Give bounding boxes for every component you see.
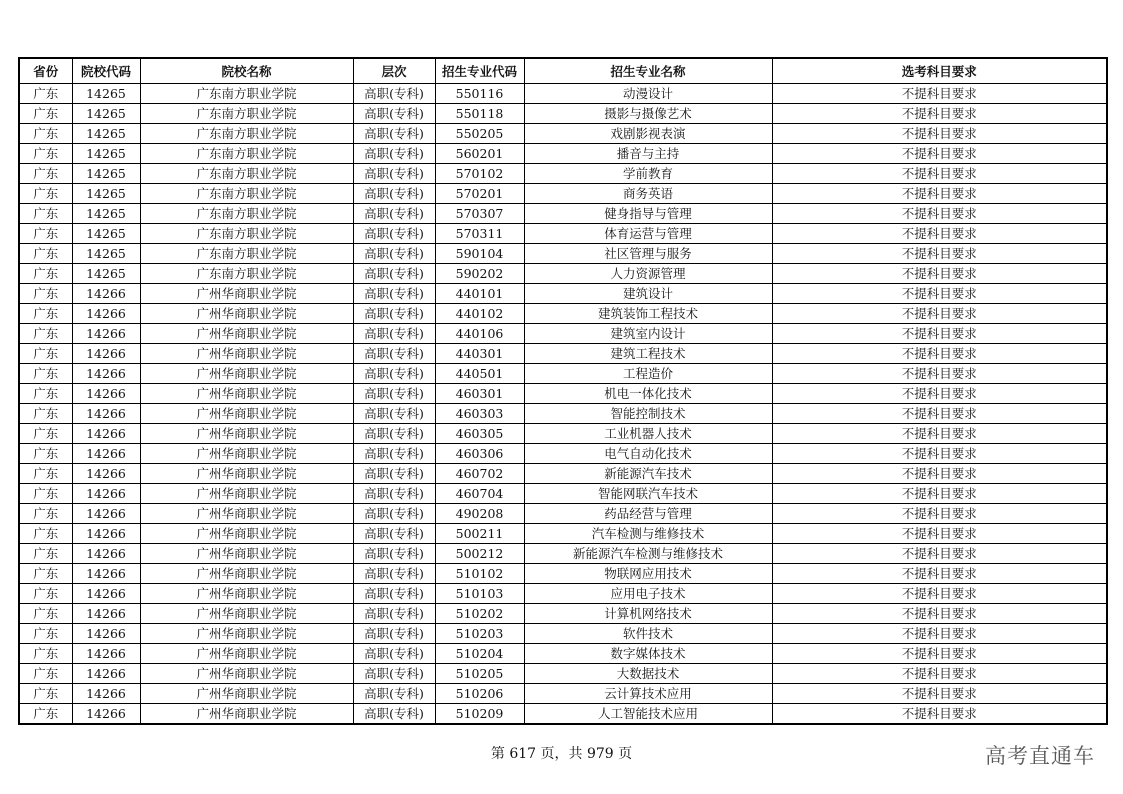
cell-major-name: 商务英语 [524,184,772,204]
table-row [19,524,1107,544]
cell-school-name: 广州华商职业学院 [140,544,353,564]
cell-subject-requirement: 不提科目要求 [772,344,1107,364]
cell-school-name: 广州华商职业学院 [140,484,353,504]
cell-school-code: 14266 [72,484,140,504]
table-row [19,444,1107,464]
table-row [19,624,1107,644]
cell-major-name: 工业机器人技术 [524,424,772,444]
cell-level: 高职(专科) [353,704,435,725]
cell-subject-requirement: 不提科目要求 [772,584,1107,604]
cell-school-name: 广州华商职业学院 [140,504,353,524]
cell-school-name: 广州华商职业学院 [140,424,353,444]
cell-subject-requirement: 不提科目要求 [772,504,1107,524]
cell-major-name: 应用电子技术 [524,584,772,604]
cell-major-name: 社区管理与服务 [524,244,772,264]
cell-school-name: 广东南方职业学院 [140,104,353,124]
cell-subject-requirement: 不提科目要求 [772,524,1107,544]
table-row [19,544,1107,564]
table-row [19,104,1107,124]
cell-major-code: 570311 [435,224,524,244]
cell-province: 广东 [19,104,72,124]
cell-level: 高职(专科) [353,384,435,404]
header-level: 层次 [353,58,435,84]
cell-school-name: 广东南方职业学院 [140,144,353,164]
cell-level: 高职(专科) [353,84,435,104]
cell-major-name: 戏剧影视表演 [524,124,772,144]
cell-province: 广东 [19,424,72,444]
cell-school-code: 14265 [72,184,140,204]
cell-subject-requirement: 不提科目要求 [772,144,1107,164]
cell-major-name: 大数据技术 [524,664,772,684]
cell-major-code: 570307 [435,204,524,224]
cell-school-name: 广州华商职业学院 [140,524,353,544]
cell-subject-requirement: 不提科目要求 [772,264,1107,284]
cell-major-code: 500211 [435,524,524,544]
table-row [19,664,1107,684]
table-row [19,224,1107,244]
cell-major-code: 490208 [435,504,524,524]
cell-subject-requirement: 不提科目要求 [772,384,1107,404]
cell-level: 高职(专科) [353,144,435,164]
table-row [19,244,1107,264]
table-row [19,404,1107,424]
cell-school-code: 14266 [72,284,140,304]
cell-major-name: 人力资源管理 [524,264,772,284]
cell-subject-requirement: 不提科目要求 [772,624,1107,644]
header-subject-requirement: 选考科目要求 [772,58,1107,84]
cell-major-name: 智能网联汽车技术 [524,484,772,504]
cell-subject-requirement: 不提科目要求 [772,464,1107,484]
cell-province: 广东 [19,384,72,404]
cell-subject-requirement: 不提科目要求 [772,124,1107,144]
cell-school-name: 广州华商职业学院 [140,404,353,424]
cell-level: 高职(专科) [353,284,435,304]
cell-major-code: 510209 [435,704,524,725]
cell-major-code: 510203 [435,624,524,644]
cell-major-name: 体育运营与管理 [524,224,772,244]
cell-province: 广东 [19,664,72,684]
cell-subject-requirement: 不提科目要求 [772,304,1107,324]
cell-school-code: 14265 [72,124,140,144]
table-row [19,564,1107,584]
cell-province: 广东 [19,284,72,304]
header-province: 省份 [19,58,72,84]
cell-major-name: 健身指导与管理 [524,204,772,224]
cell-level: 高职(专科) [353,244,435,264]
cell-level: 高职(专科) [353,344,435,364]
cell-school-code: 14266 [72,684,140,704]
cell-level: 高职(专科) [353,624,435,644]
cell-level: 高职(专科) [353,484,435,504]
cell-major-code: 510206 [435,684,524,704]
cell-school-name: 广州华商职业学院 [140,644,353,664]
cell-school-code: 14265 [72,84,140,104]
cell-province: 广东 [19,364,72,384]
table-row [19,204,1107,224]
cell-major-code: 570102 [435,164,524,184]
cell-major-name: 智能控制技术 [524,404,772,424]
cell-school-name: 广州华商职业学院 [140,624,353,644]
header-major-code: 招生专业代码 [435,58,524,84]
header-major-name: 招生专业名称 [524,58,772,84]
cell-province: 广东 [19,564,72,584]
page-number-footer: 第 617 页，共 979 页 [490,746,633,762]
cell-major-code: 560201 [435,144,524,164]
cell-subject-requirement: 不提科目要求 [772,84,1107,104]
table-row [19,584,1107,604]
cell-major-name: 建筑室内设计 [524,324,772,344]
cell-province: 广东 [19,404,72,424]
cell-major-name: 建筑工程技术 [524,344,772,364]
cell-level: 高职(专科) [353,124,435,144]
table-row [19,684,1107,704]
cell-major-code: 460301 [435,384,524,404]
cell-school-name: 广州华商职业学院 [140,384,353,404]
cell-major-name: 计算机网络技术 [524,604,772,624]
watermark-logo: 高考直通车 [985,744,1095,768]
cell-major-name: 电气自动化技术 [524,444,772,464]
cell-level: 高职(专科) [353,544,435,564]
cell-school-name: 广州华商职业学院 [140,364,353,384]
cell-subject-requirement: 不提科目要求 [772,364,1107,384]
cell-school-code: 14266 [72,544,140,564]
cell-school-code: 14266 [72,504,140,524]
cell-level: 高职(专科) [353,444,435,464]
cell-subject-requirement: 不提科目要求 [772,604,1107,624]
cell-school-code: 14266 [72,324,140,344]
cell-major-code: 550118 [435,104,524,124]
cell-province: 广东 [19,164,72,184]
cell-province: 广东 [19,264,72,284]
cell-province: 广东 [19,604,72,624]
cell-school-code: 14266 [72,404,140,424]
cell-school-code: 14266 [72,444,140,464]
cell-province: 广东 [19,484,72,504]
cell-subject-requirement: 不提科目要求 [772,444,1107,464]
cell-school-code: 14266 [72,384,140,404]
cell-school-name: 广东南方职业学院 [140,204,353,224]
cell-level: 高职(专科) [353,104,435,124]
cell-subject-requirement: 不提科目要求 [772,184,1107,204]
cell-school-code: 14266 [72,344,140,364]
cell-level: 高职(专科) [353,464,435,484]
table-row [19,284,1107,304]
cell-province: 广东 [19,544,72,564]
cell-level: 高职(专科) [353,504,435,524]
cell-province: 广东 [19,704,72,725]
cell-school-code: 14265 [72,224,140,244]
table-row [19,264,1107,284]
table-row [19,324,1107,344]
cell-school-name: 广东南方职业学院 [140,184,353,204]
cell-school-code: 14266 [72,584,140,604]
cell-school-name: 广东南方职业学院 [140,224,353,244]
cell-school-code: 14265 [72,144,140,164]
cell-major-name: 软件技术 [524,624,772,644]
cell-subject-requirement: 不提科目要求 [772,164,1107,184]
cell-major-code: 510103 [435,584,524,604]
cell-school-code: 14265 [72,244,140,264]
cell-major-code: 460704 [435,484,524,504]
cell-major-code: 510202 [435,604,524,624]
cell-level: 高职(专科) [353,684,435,704]
table-body [19,84,1107,725]
cell-major-name: 云计算技术应用 [524,684,772,704]
cell-school-name: 广州华商职业学院 [140,704,353,725]
cell-major-name: 学前教育 [524,164,772,184]
cell-province: 广东 [19,444,72,464]
cell-school-code: 14266 [72,304,140,324]
cell-major-code: 590104 [435,244,524,264]
cell-province: 广东 [19,624,72,644]
cell-level: 高职(专科) [353,584,435,604]
cell-major-name: 数字媒体技术 [524,644,772,664]
cell-level: 高职(专科) [353,564,435,584]
cell-school-name: 广东南方职业学院 [140,124,353,144]
cell-province: 广东 [19,304,72,324]
cell-level: 高职(专科) [353,524,435,544]
cell-province: 广东 [19,204,72,224]
table-row [19,504,1107,524]
cell-school-code: 14266 [72,564,140,584]
cell-school-code: 14266 [72,644,140,664]
table-row [19,304,1107,324]
cell-subject-requirement: 不提科目要求 [772,104,1107,124]
table-row [19,164,1107,184]
table-row [19,384,1107,404]
cell-level: 高职(专科) [353,644,435,664]
cell-subject-requirement: 不提科目要求 [772,204,1107,224]
cell-school-code: 14266 [72,364,140,384]
cell-school-code: 14266 [72,424,140,444]
cell-major-code: 440106 [435,324,524,344]
cell-level: 高职(专科) [353,264,435,284]
cell-major-name: 新能源汽车技术 [524,464,772,484]
cell-province: 广东 [19,504,72,524]
cell-school-code: 14266 [72,604,140,624]
cell-subject-requirement: 不提科目要求 [772,404,1107,424]
cell-subject-requirement: 不提科目要求 [772,704,1107,725]
cell-province: 广东 [19,184,72,204]
header-school-code: 院校代码 [72,58,140,84]
cell-level: 高职(专科) [353,404,435,424]
cell-level: 高职(专科) [353,604,435,624]
cell-province: 广东 [19,124,72,144]
cell-school-name: 广东南方职业学院 [140,264,353,284]
cell-major-code: 440501 [435,364,524,384]
cell-school-name: 广东南方职业学院 [140,84,353,104]
cell-major-name: 播音与主持 [524,144,772,164]
cell-school-code: 14266 [72,524,140,544]
cell-province: 广东 [19,244,72,264]
table-row [19,484,1107,504]
cell-province: 广东 [19,224,72,244]
cell-school-name: 广州华商职业学院 [140,564,353,584]
table-row [19,364,1107,384]
cell-level: 高职(专科) [353,304,435,324]
table-row [19,144,1107,164]
cell-province: 广东 [19,344,72,364]
cell-subject-requirement: 不提科目要求 [772,544,1107,564]
cell-major-code: 510204 [435,644,524,664]
cell-subject-requirement: 不提科目要求 [772,324,1107,344]
cell-province: 广东 [19,524,72,544]
cell-major-code: 590202 [435,264,524,284]
cell-major-name: 物联网应用技术 [524,564,772,584]
cell-school-name: 广州华商职业学院 [140,604,353,624]
cell-province: 广东 [19,684,72,704]
cell-school-code: 14265 [72,204,140,224]
cell-school-name: 广州华商职业学院 [140,304,353,324]
cell-school-name: 广州华商职业学院 [140,324,353,344]
cell-school-code: 14265 [72,164,140,184]
cell-school-name: 广州华商职业学院 [140,284,353,304]
cell-province: 广东 [19,144,72,164]
cell-subject-requirement: 不提科目要求 [772,564,1107,584]
cell-major-name: 动漫设计 [524,84,772,104]
admissions-table-container [18,57,1106,725]
header-school-name: 院校名称 [140,58,353,84]
cell-province: 广东 [19,584,72,604]
table-row [19,344,1107,364]
cell-province: 广东 [19,324,72,344]
cell-level: 高职(专科) [353,164,435,184]
cell-major-code: 550116 [435,84,524,104]
cell-school-code: 14265 [72,264,140,284]
cell-school-name: 广州华商职业学院 [140,584,353,604]
cell-level: 高职(专科) [353,424,435,444]
cell-major-name: 汽车检测与维修技术 [524,524,772,544]
cell-major-name: 新能源汽车检测与维修技术 [524,544,772,564]
cell-major-code: 460306 [435,444,524,464]
cell-major-code: 460702 [435,464,524,484]
cell-level: 高职(专科) [353,664,435,684]
cell-subject-requirement: 不提科目要求 [772,484,1107,504]
table-row [19,84,1107,104]
table-row [19,704,1107,725]
cell-province: 广东 [19,464,72,484]
cell-major-code: 500212 [435,544,524,564]
admissions-table [18,57,1108,725]
cell-school-code: 14266 [72,624,140,644]
table-row [19,184,1107,204]
cell-school-code: 14266 [72,664,140,684]
table-row [19,424,1107,444]
table-row [19,644,1107,664]
cell-major-name: 摄影与摄像艺术 [524,104,772,124]
cell-major-code: 460305 [435,424,524,444]
cell-major-name: 药品经营与管理 [524,504,772,524]
cell-major-name: 建筑设计 [524,284,772,304]
cell-major-code: 510205 [435,664,524,684]
cell-level: 高职(专科) [353,184,435,204]
cell-province: 广东 [19,644,72,664]
cell-major-name: 工程造价 [524,364,772,384]
cell-major-code: 440101 [435,284,524,304]
cell-school-name: 广州华商职业学院 [140,664,353,684]
cell-major-code: 440301 [435,344,524,364]
cell-level: 高职(专科) [353,204,435,224]
table-row [19,464,1107,484]
cell-subject-requirement: 不提科目要求 [772,644,1107,664]
cell-province: 广东 [19,84,72,104]
table-row [19,604,1107,624]
cell-major-code: 440102 [435,304,524,324]
cell-level: 高职(专科) [353,224,435,244]
table-row [19,124,1107,144]
cell-school-name: 广州华商职业学院 [140,444,353,464]
cell-school-name: 广州华商职业学院 [140,344,353,364]
cell-level: 高职(专科) [353,324,435,344]
cell-subject-requirement: 不提科目要求 [772,424,1107,444]
cell-major-code: 510102 [435,564,524,584]
cell-major-name: 机电一体化技术 [524,384,772,404]
cell-school-code: 14265 [72,104,140,124]
cell-major-code: 550205 [435,124,524,144]
cell-major-code: 570201 [435,184,524,204]
cell-subject-requirement: 不提科目要求 [772,244,1107,264]
cell-major-name: 建筑装饰工程技术 [524,304,772,324]
cell-major-name: 人工智能技术应用 [524,704,772,725]
cell-subject-requirement: 不提科目要求 [772,284,1107,304]
cell-subject-requirement: 不提科目要求 [772,664,1107,684]
cell-school-code: 14266 [72,704,140,725]
cell-school-name: 广东南方职业学院 [140,244,353,264]
cell-school-name: 广州华商职业学院 [140,464,353,484]
cell-subject-requirement: 不提科目要求 [772,224,1107,244]
cell-school-name: 广东南方职业学院 [140,164,353,184]
table-header-row [19,58,1107,84]
cell-school-name: 广州华商职业学院 [140,684,353,704]
cell-major-code: 460303 [435,404,524,424]
cell-level: 高职(专科) [353,364,435,384]
cell-subject-requirement: 不提科目要求 [772,684,1107,704]
cell-school-code: 14266 [72,464,140,484]
